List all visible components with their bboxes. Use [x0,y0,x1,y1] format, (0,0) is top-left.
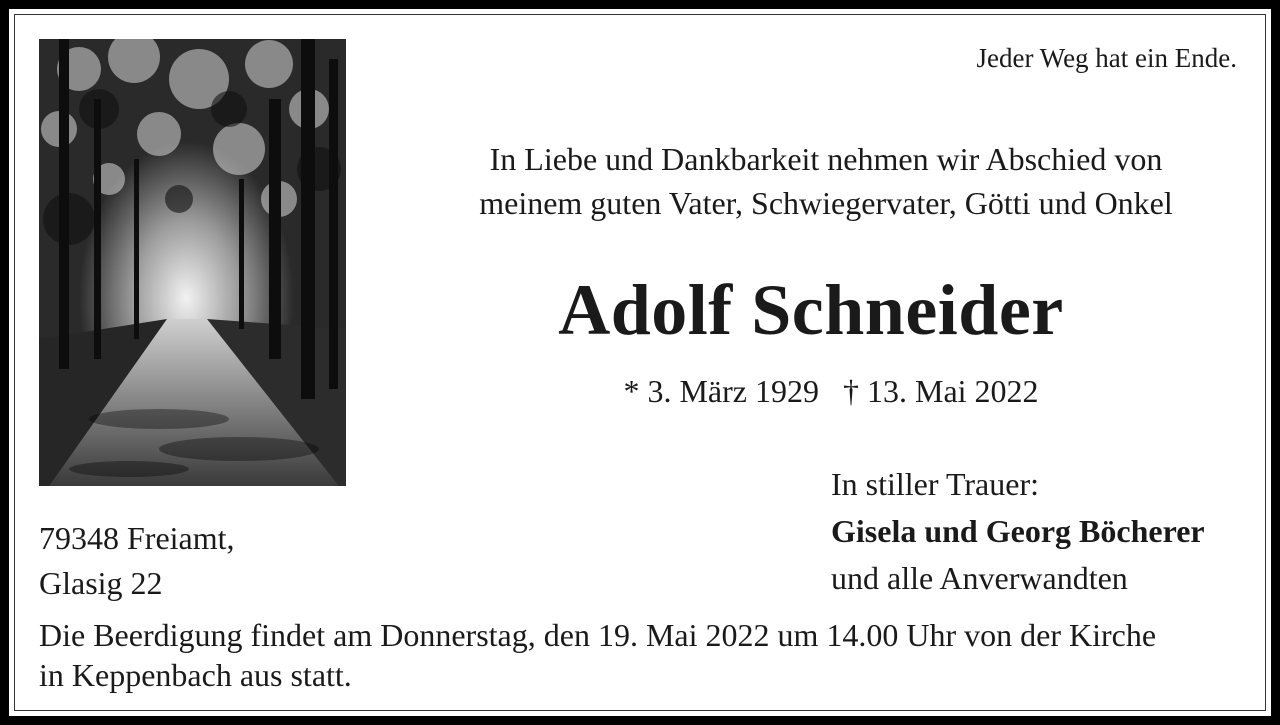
deceased-name: Adolf Schneider [558,270,1064,350]
mourners-block [831,461,1205,602]
forest-path-photo [39,39,346,486]
death-date: † 13. Mai 2022 [842,373,1039,409]
address-line: Glasig 22 [39,565,163,601]
intro-line: In Liebe und Dankbarkeit nehmen wir Abschied von [489,141,1163,177]
intro-line: meinem guten Vater, Schwiegervater, Götti und Onkel [479,185,1173,221]
motto: Jeder Weg hat ein Ende. [976,43,1237,73]
mourners-names: Gisela und Georg Böcherer [831,513,1205,549]
relatives-line: und alle Anverwandten [831,560,1128,596]
funeral-line: in Keppenbach aus statt. [39,657,352,693]
address-block [39,516,235,606]
life-dates [411,373,1251,410]
mourning-label: In stiller Trauer: [831,466,1039,502]
address-line: 79348 Freiamt, [39,520,235,556]
funeral-info [39,615,1239,695]
intro-text [411,137,1241,225]
birth-date: * 3. März 1929 [623,373,819,409]
obituary-notice [9,9,1271,716]
funeral-line: Die Beerdigung findet am Donnerstag, den 19. Mai 2022 um 14.00 Uhr von der Kirche [39,617,1157,653]
